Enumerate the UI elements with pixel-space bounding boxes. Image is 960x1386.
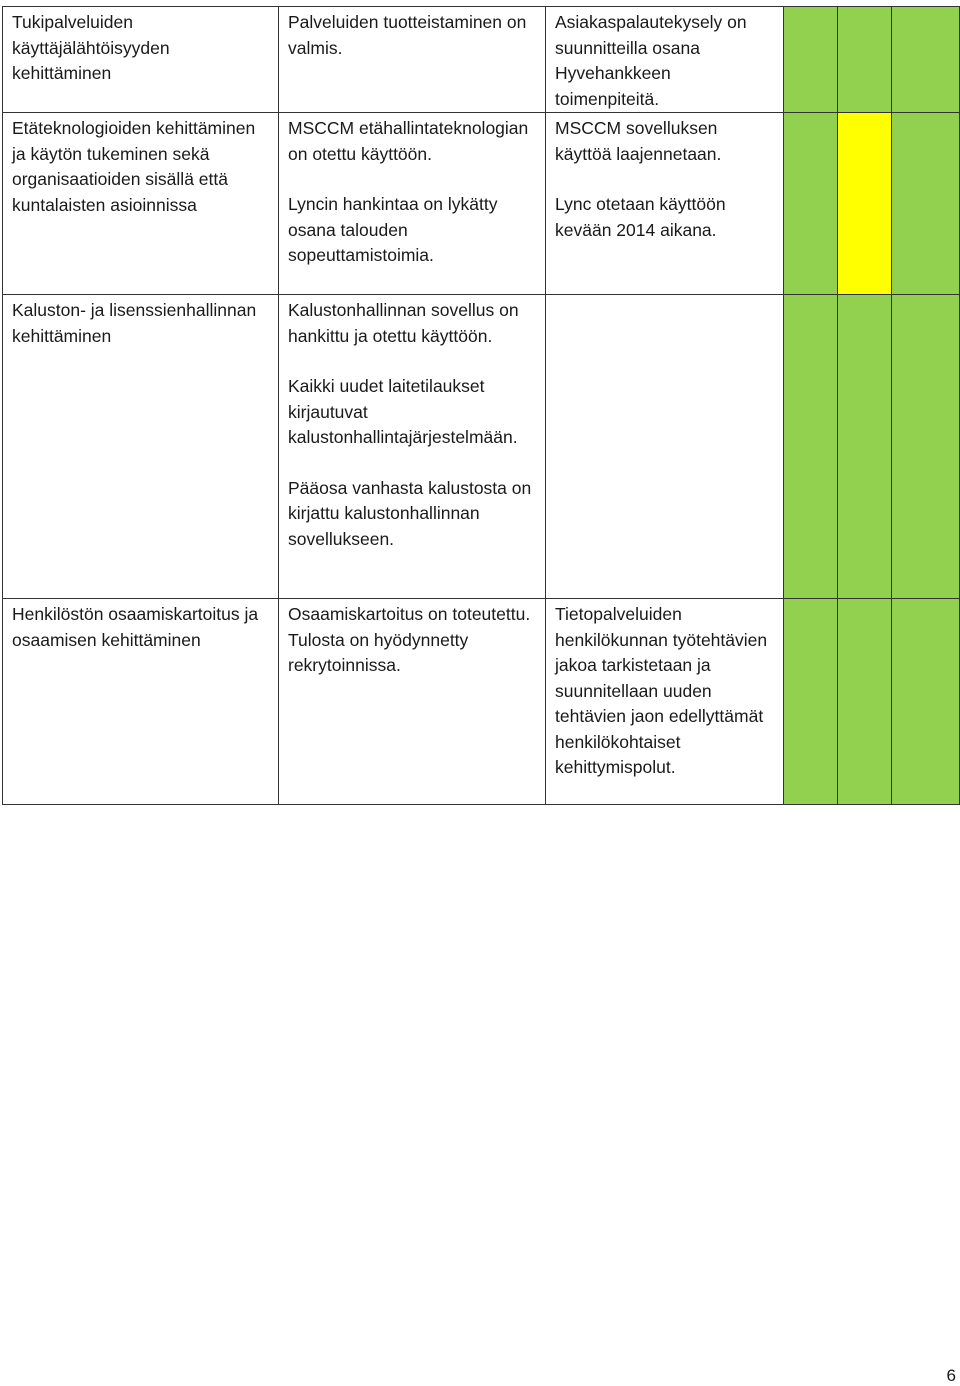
next-cell bbox=[546, 113, 784, 295]
done-text: Palveluiden tuotteistaminen on valmis. bbox=[288, 12, 527, 58]
status-cell-1 bbox=[784, 599, 838, 805]
status-cell-3 bbox=[892, 7, 960, 113]
status-cell-3 bbox=[892, 599, 960, 805]
status-cell-2 bbox=[838, 295, 892, 599]
status-cell-1 bbox=[784, 295, 838, 599]
done-text: Pääosa vanhasta kalustosta on kirjattu kalustonhallinnan sovellukseen. bbox=[288, 477, 532, 549]
goal-text: Etäteknologioiden kehittäminen ja käytön tukeminen sekä organisaatioiden sisällä että kuntalaisten asioinnissa bbox=[12, 118, 256, 215]
goal-cell bbox=[3, 599, 279, 805]
status-cell-2 bbox=[838, 7, 892, 113]
table-row bbox=[3, 295, 960, 599]
next-text: Tietopalveluiden henkilökunnan työtehtävien jakoa tarkistetaan ja suunnitellaan uuden tehtävien jaon edellyttämät henkilökohtaiset kehittymispolut. bbox=[555, 604, 768, 777]
next-cell bbox=[546, 295, 784, 599]
next-text: Lync otetaan käyttöön kevään 2014 aikana. bbox=[555, 194, 726, 240]
status-cell-3 bbox=[892, 113, 960, 295]
status-cell-1 bbox=[784, 7, 838, 113]
goal-cell bbox=[3, 113, 279, 295]
status-cell-2 bbox=[838, 599, 892, 805]
done-cell bbox=[279, 295, 546, 599]
done-text: Kalustonhallinnan sovellus on hankittu ja otettu käyttöön. bbox=[288, 300, 519, 346]
done-text: MSCCM etähallintateknologian on otettu käyttöön. bbox=[288, 118, 529, 164]
goal-text: Henkilöstön osaamiskartoitus ja osaamisen kehittäminen bbox=[12, 604, 259, 650]
done-cell bbox=[279, 113, 546, 295]
status-cell-2 bbox=[838, 113, 892, 295]
done-cell bbox=[279, 7, 546, 113]
table-row bbox=[3, 113, 960, 295]
status-cell-3 bbox=[892, 295, 960, 599]
done-cell bbox=[279, 599, 546, 805]
done-text: Lyncin hankintaa on lykätty osana talouden sopeuttamistoimia. bbox=[288, 194, 498, 265]
done-text: Kaikki uudet laitetilaukset kirjautuvat kalustonhallintajärjestelmään. bbox=[288, 376, 518, 447]
next-cell bbox=[546, 7, 784, 113]
goal-cell bbox=[3, 295, 279, 599]
next-text: Asiakaspalautekysely on suunnitteilla osana Hyvehankkeen toimenpiteitä. bbox=[555, 12, 747, 109]
next-cell bbox=[546, 599, 784, 805]
goal-text: Tukipalveluiden käyttäjälähtöisyyden kehittäminen bbox=[12, 12, 170, 83]
status-report-table bbox=[2, 6, 960, 805]
table-row bbox=[3, 599, 960, 805]
goal-cell bbox=[3, 7, 279, 113]
table-row bbox=[3, 7, 960, 113]
goal-text: Kaluston- ja lisenssienhallinnan kehittäminen bbox=[12, 300, 257, 346]
next-text: MSCCM sovelluksen käyttöä laajennetaan. bbox=[555, 118, 722, 164]
done-text: Osaamiskartoitus on toteutettu. Tulosta on hyödynnetty rekrytoinnissa. bbox=[288, 604, 531, 675]
status-cell-1 bbox=[784, 113, 838, 295]
page-number: 6 bbox=[946, 1366, 956, 1385]
